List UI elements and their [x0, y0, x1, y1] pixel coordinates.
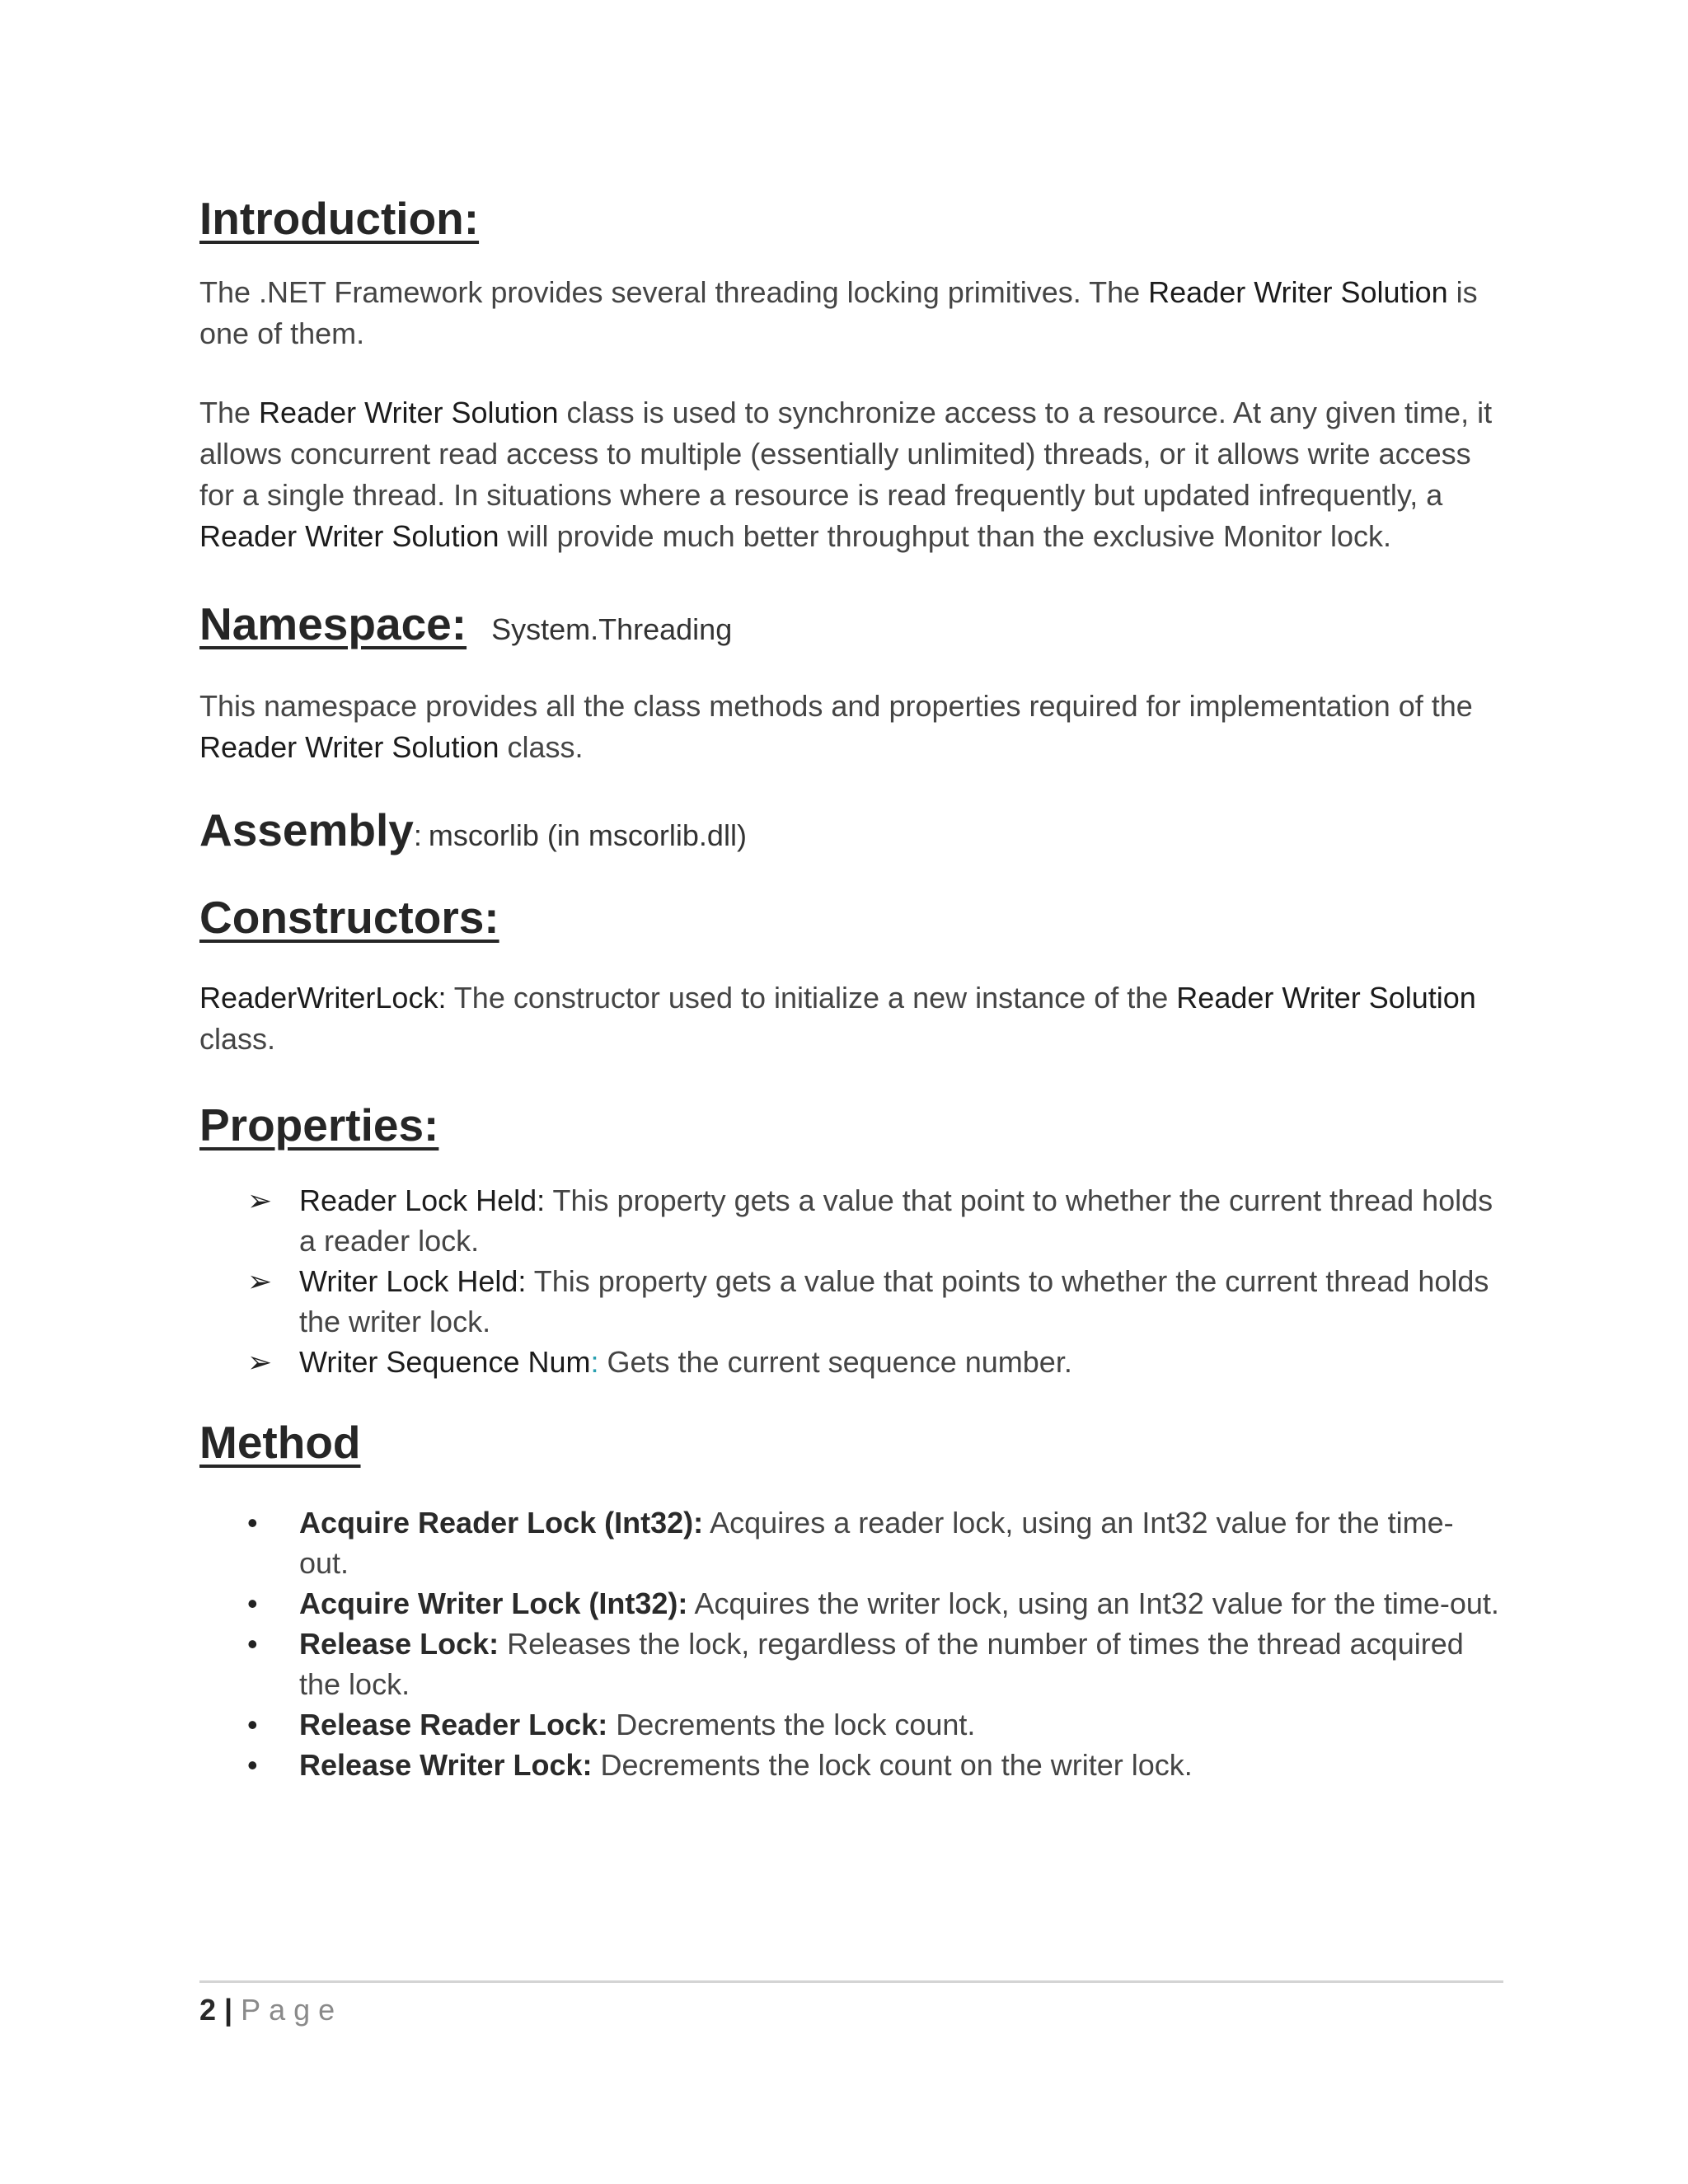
namespace-description	[199, 686, 1502, 768]
property-name: Reader Lock Held:	[299, 1183, 546, 1217]
assembly-heading: Assembly	[199, 804, 414, 855]
text-span: The constructor used to initialize a new instance of the	[446, 981, 1177, 1015]
method-name: Release Lock:	[299, 1627, 499, 1661]
introduction-heading: Introduction:	[199, 193, 480, 244]
footer-separator: |	[216, 1993, 241, 2027]
method-name: Release Writer Lock:	[299, 1748, 593, 1782]
property-description: Gets the current sequence number.	[598, 1345, 1072, 1379]
bullet-icon: •	[247, 1748, 258, 1782]
term-reader-writer-solution: Reader Writer Solution	[199, 519, 499, 553]
introduction-paragraph-2	[199, 392, 1502, 557]
method-description: Decrements the lock count on the writer lock.	[592, 1748, 1193, 1782]
term-reader-writer-solution: Reader Writer Solution	[1148, 275, 1448, 309]
namespace-heading: Namespace:	[199, 598, 467, 649]
bullet-icon: •	[247, 1506, 258, 1540]
bullet-icon: •	[247, 1708, 258, 1741]
method-heading: Method	[199, 1417, 361, 1468]
constructor-name: ReaderWriterLock:	[199, 981, 447, 1015]
page-number: 2	[199, 1993, 217, 2027]
text-span: class.	[499, 730, 584, 764]
method-list	[199, 1502, 1502, 1785]
arrow-bullet-icon: ➢	[247, 1345, 273, 1379]
property-name: Writer Lock Held:	[299, 1264, 527, 1298]
method-description: Releases the lock, regardless of the number of times the thread acquired the lock.	[299, 1627, 1464, 1701]
list-item	[199, 1342, 1502, 1382]
constructors-heading: Constructors:	[199, 892, 499, 943]
method-description: Acquires the writer lock, using an Int32 value for the time-out.	[687, 1586, 1499, 1620]
term-reader-writer-solution: Reader Writer Solution	[199, 730, 499, 764]
arrow-bullet-icon: ➢	[247, 1264, 273, 1298]
footer-divider	[199, 1980, 1503, 1983]
page-footer	[199, 1990, 343, 2031]
properties-heading: Properties:	[199, 1099, 439, 1151]
text-span: class is used to synchronize access to a resource. At any given time, it allows concurrent read access to multiple (essentially unlimited) threads, or it allows write access for a single thread. In situations where a resource is read frequently but updated infrequently, a	[199, 396, 1493, 512]
method-name: Acquire Writer Lock (Int32):	[299, 1586, 688, 1620]
list-item	[199, 1745, 1502, 1785]
list-item	[199, 1502, 1502, 1583]
bullet-icon: •	[247, 1627, 258, 1661]
text-span: This namespace provides all the class methods and properties required for implementation of the	[199, 689, 1473, 723]
property-description: This property gets a value that points to whether the current thread holds the writer lock.	[299, 1264, 1489, 1338]
page-label: Page	[241, 1993, 344, 2027]
introduction-paragraph-1	[199, 272, 1502, 354]
namespace-value: System.Threading	[491, 612, 733, 646]
term-reader-writer-solution: Reader Writer Solution	[259, 396, 559, 429]
property-description: This property gets a value that point to whether the current thread holds a reader lock.	[299, 1183, 1493, 1258]
method-description: Decrements the lock count.	[607, 1708, 976, 1741]
assembly-colon: :	[413, 818, 422, 852]
method-name: Release Reader Lock:	[299, 1708, 608, 1741]
method-description: Acquires a reader lock, using an Int32 value for the time-out.	[299, 1506, 1454, 1580]
property-name: Writer Sequence Num	[299, 1345, 591, 1379]
arrow-bullet-icon: ➢	[247, 1183, 273, 1217]
page-content	[199, 191, 1502, 1785]
text-span: The .NET Framework provides several threading locking primitives. The	[199, 275, 1149, 309]
method-name: Acquire Reader Lock (Int32):	[299, 1506, 704, 1540]
list-item	[199, 1704, 1502, 1745]
property-colon: :	[590, 1345, 599, 1379]
list-item	[199, 1624, 1502, 1704]
assembly-line	[199, 803, 1502, 857]
list-item	[199, 1583, 1502, 1624]
list-item	[199, 1180, 1502, 1261]
list-item	[199, 1261, 1502, 1342]
properties-list	[199, 1180, 1502, 1382]
text-span: will provide much better throughput than the exclusive Monitor lock.	[499, 519, 1392, 553]
text-span: The	[199, 396, 260, 429]
bullet-icon: •	[247, 1586, 258, 1620]
term-reader-writer-solution: Reader Writer Solution	[1176, 981, 1476, 1015]
namespace-line	[199, 597, 1502, 651]
constructor-item	[199, 977, 1502, 1060]
text-span: class.	[199, 1022, 276, 1056]
assembly-value: mscorlib (in mscorlib.dll)	[428, 818, 747, 852]
text-span: is one of them.	[199, 275, 1478, 350]
